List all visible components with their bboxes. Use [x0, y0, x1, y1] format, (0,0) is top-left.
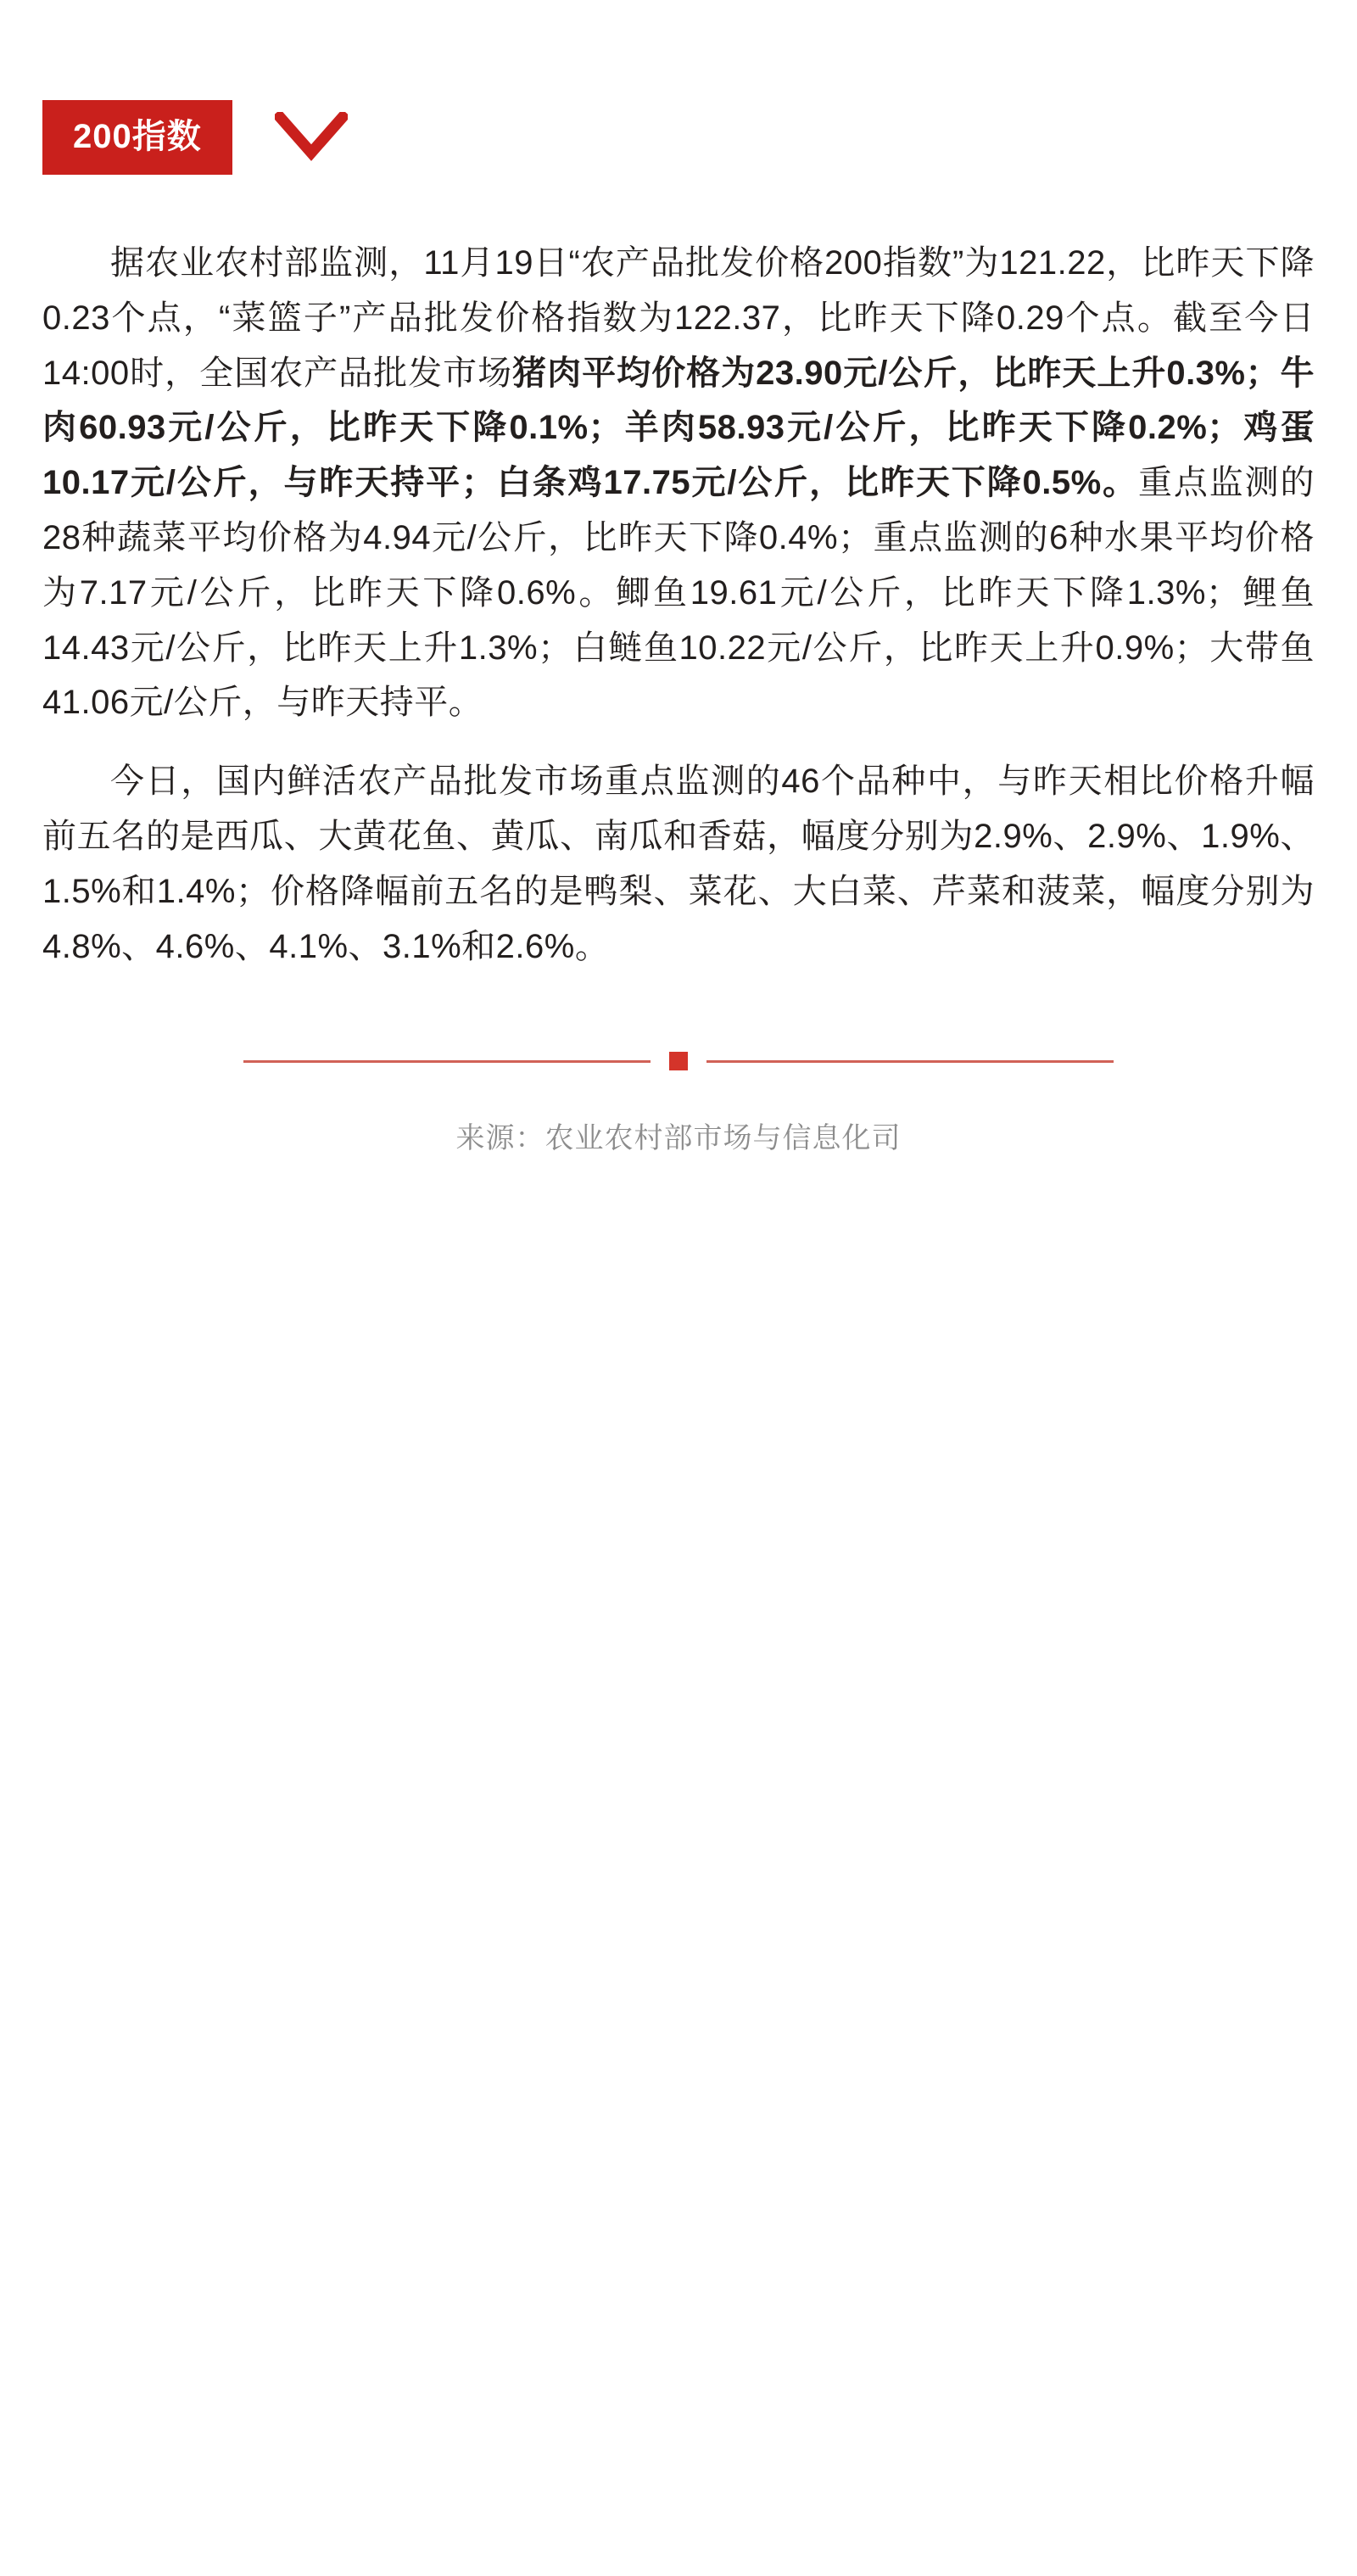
divider-line-right [706, 1060, 1114, 1063]
chevron-down-icon[interactable] [275, 112, 348, 163]
section-badge: 200指数 [42, 100, 232, 175]
divider-line-left [243, 1060, 651, 1063]
paragraph-1-part-1: 据农业农村部监测，11月19日“农产品批发价格200指数”为121.22，比昨天下降0.23个点，“菜篮子”产品批发价格指数为122.37，比昨天下降0.29个点。截至今日14:00时，全国农产品批发市场 [42, 244, 1315, 392]
footer-divider [42, 1052, 1315, 1070]
paragraph-1 [42, 236, 1315, 730]
divider-dot [669, 1052, 688, 1070]
paragraph-2: 今日，国内鲜活农产品批发市场重点监测的46个品种中，与昨天相比价格升幅前五名的是西瓜、大黄花鱼、黄瓜、南瓜和香菇，幅度分别为2.9%、2.9%、1.9%、1.5%和1.4%；价格降幅前五名的是鸭梨、菜花、大白菜、芹菜和菠菜，幅度分别为4.8%、4.6%、4.1%、3.1%和2.6%。 [42, 763, 1315, 965]
paragraph-1-highlight: 猪肉平均价格为23.90元/公斤，比昨天上升0.3%；牛肉60.93元/公斤，比昨天下降0.1%；羊肉58.93元/公斤，比昨天下降0.2%；鸡蛋10.17元/公斤，与昨天持平；白条鸡17.75元/公斤，比昨天下降0.5%。 [42, 354, 1315, 502]
article-body [42, 236, 1315, 974]
source-text: 来源：农业农村部市场与信息化司 [455, 1122, 902, 1155]
paragraph-1-part-2: 重点监测的28种蔬菜平均价格为4.94元/公斤，比昨天下降0.4%；重点监测的6种水果平均价格为7.17元/公斤，比昨天下降0.6%。鲫鱼19.61元/公斤，比昨天下降1.3%；鲤鱼14.43元/公斤，比昨天上升1.3%；白鲢鱼10.22元/公斤，比昨天上升0.9%；大带鱼41.06元/公斤，与昨天持平。 [42, 464, 1315, 722]
header [42, 0, 1315, 175]
